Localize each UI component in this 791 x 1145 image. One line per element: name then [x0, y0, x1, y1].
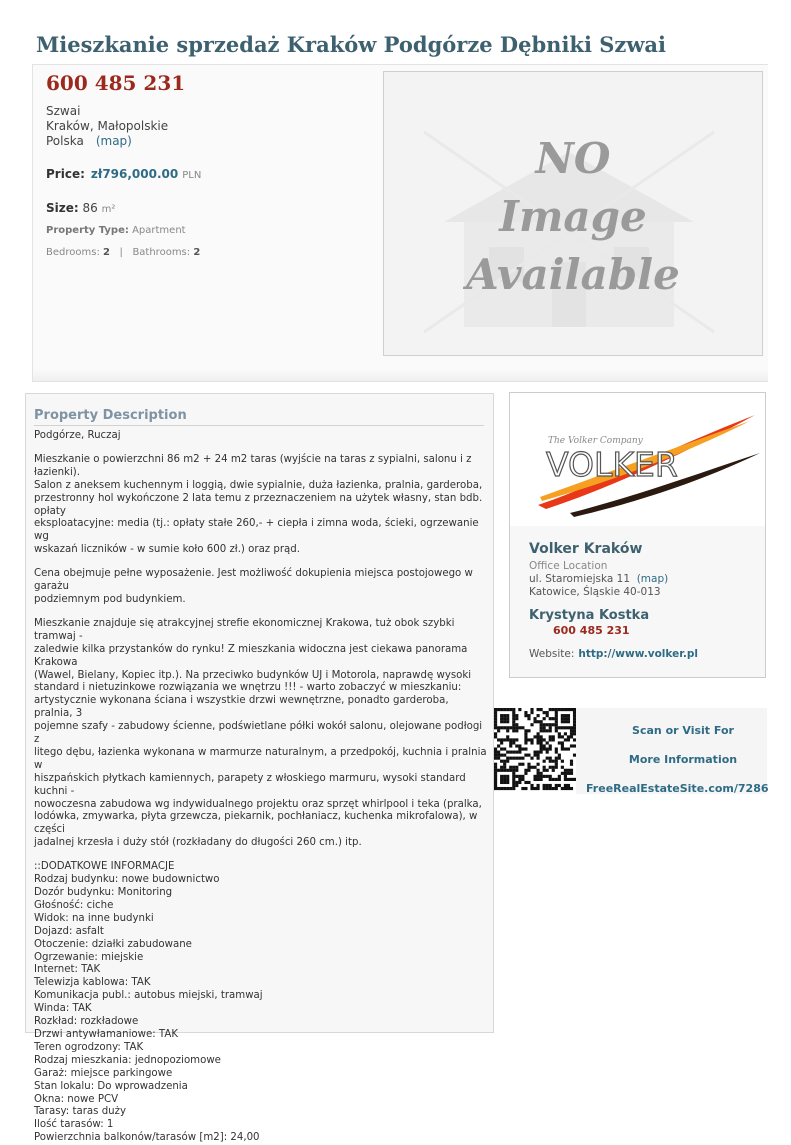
size-row — [46, 201, 115, 215]
volker-logo-icon — [510, 393, 765, 526]
listing-map-link[interactable]: (map) — [95, 134, 132, 148]
description-heading: Property Description — [34, 408, 484, 426]
property-description-panel — [25, 393, 494, 1144]
agency-logo[interactable] — [510, 393, 765, 526]
description-paragraph: Mieszkanie znajduje się atrakcyjnej strefie ekonomicznej Krakowa, tuż obok szybki tramwaj - zaledwie kilka przystanków do rynku! Z mieszkania widoczna jest ciekawa panorama Krakowa (Wawel, Bielany, Kopiec itp.). Na przeciwko budynków UJ i Motorola, naprawdę wysoki standard i nietuzinkowe rozwiązania we wnętrzu !!! - warto zobaczyć w mieszkaniu: artystycznie wykonana ściana i wszystkie drzwi wewnętrzne, ponadto garderoba, pralnia, 3 pojemne szafy - zabudowy ścienne, podświetlane półki wokół salonu, olejowane podłogi z litego dębu, łazienka wykonana w marmurze naturalnym, a przedpokój, kuchnia i pralnia w hiszpańskich płytkach kamiennych, parapety z włoskiego marmuru, wysoki standard kuchni - nowoczesna zabudowa wg indywidualnego projektu oraz sprzęt whirlpool i teka (pralka, lodówka, zmywarka, płyta grzewcza, piekarnik, pochłaniacz, kuchenka mikrofalowa), w części jadalnej krzesła i duży stół (rozkładany do długości 260 cm.) itp. — [34, 617, 487, 849]
size-value: 86 — [82, 201, 98, 215]
no-image-line-1: NO — [535, 134, 611, 183]
address-country: Polska — [46, 134, 84, 148]
property-type-label: Property Type: — [46, 225, 129, 236]
logo-wordmark: VOLKER — [546, 445, 678, 484]
agency-name: Volker Kraków — [529, 541, 643, 557]
no-image-text — [384, 130, 762, 304]
office-street: ul. Staromiejska 11 — [529, 573, 630, 585]
scan-text-line-1: Scan or Visit For — [632, 724, 734, 737]
description-paragraph: Cena obejmuje pełne wyposażenie. Jest możliwość dokupienia miejsca postojowego w garażu podziemnym pod budynkiem. — [34, 568, 473, 605]
agent-contact-panel — [509, 392, 766, 678]
agent-phone: 600 485 231 — [553, 624, 630, 637]
card-shadow — [33, 369, 768, 381]
description-details-list: ::DODATKOWE INFORMACJE Rodzaj budynku: nowe budownictwo Dozór budynku: Monitoring Głośność: ciche Widok: na inne budynki Dojazd: asfalt Otoczenie: działki zabudowane Ogrzewanie: miejskie Internet: TAK Telewizja kablowa: TAK Komunikacja publ.: autobus miejski, tramwaj Winda: TAK Rozkład: rozkładowe Drzwi antywłamaniowe: TAK Teren ogrodzony: TAK Rodzaj mieszkania: jednopoziomowe Garaż: miejsce parkingowe Stan lokalu: Do wprowadzenia Okna: nowe PCV Tarasy: taras duży Ilość tarasów: 1 Powierzchnia balkonów/tarasów [m2]: 24,00 — [34, 861, 263, 1144]
property-type-value: Apartment — [132, 225, 186, 236]
rooms-row — [46, 247, 200, 258]
qr-code-icon — [494, 708, 576, 790]
page-title: Mieszkanie sprzedaż Kraków Podgórze Dębniki Szwai — [36, 32, 667, 57]
office-address — [529, 573, 668, 599]
office-city: Katowice, Śląskie 40-013 — [529, 586, 661, 598]
scan-url-link[interactable]: FreeRealEstateSite.com/7286 — [586, 782, 769, 795]
bedrooms-value: 2 — [103, 247, 110, 258]
logo-tagline: The Volker Company — [548, 436, 643, 446]
description-paragraph: Podgórze, Ruczaj — [34, 430, 121, 441]
no-image-placeholder — [383, 71, 763, 356]
office-map-link[interactable]: (map) — [636, 573, 669, 585]
no-image-line-2: Image — [499, 192, 647, 241]
listing-phone-title: 600 485 231 — [46, 71, 186, 95]
rooms-separator: | — [119, 247, 123, 258]
no-image-line-3: Available — [466, 250, 680, 299]
bathrooms-value: 2 — [193, 247, 201, 258]
qr-code[interactable] — [494, 708, 576, 790]
price-currency: PLN — [182, 170, 202, 181]
office-location-label: Office Location — [529, 560, 608, 572]
size-label: Size: — [46, 201, 79, 215]
price-label: Price: — [46, 167, 85, 181]
address-street: Szwai — [46, 104, 81, 118]
description-body — [34, 430, 489, 1145]
office-street-row — [529, 573, 668, 586]
size-unit: m² — [101, 204, 116, 215]
address-city: Kraków, Małopolskie — [46, 119, 169, 133]
property-type-row — [46, 225, 186, 236]
listing-address — [46, 104, 168, 149]
address-country-row — [46, 134, 168, 149]
price-value: zł796,000.00 — [90, 167, 179, 181]
bathrooms-label: Bathrooms: — [132, 247, 191, 258]
bedrooms-label: Bedrooms: — [46, 247, 100, 258]
scan-text-line-2: More Information — [628, 753, 738, 766]
website-label: Website: — [529, 648, 575, 660]
scan-info-panel — [576, 708, 767, 794]
description-paragraph: Mieszkanie o powierzchni 86 m2 + 24 m2 taras (wyjście na taras z sypialni, salonu i z łazienki). Salon z aneksem kuchennym i loggią, dwie sypialnie, duża łazienka, pralnia, garderoba, przestronny hol wykończone 2 lata temu z przeznaczeniem na użytek własny, stan bdb. opłaty eksploatacyjne: media (tj.: opłaty stałe 260,- + ciepła i zimna woda, ścieki, ogrzewanie wg wskazań liczników - w sumie koło 600 zł.) oraz prąd. — [34, 453, 483, 556]
agent-name: Krystyna Kostka — [529, 608, 650, 623]
website-row — [529, 648, 698, 660]
price-row — [46, 167, 201, 181]
website-link[interactable]: http://www.volker.pl — [578, 648, 698, 660]
